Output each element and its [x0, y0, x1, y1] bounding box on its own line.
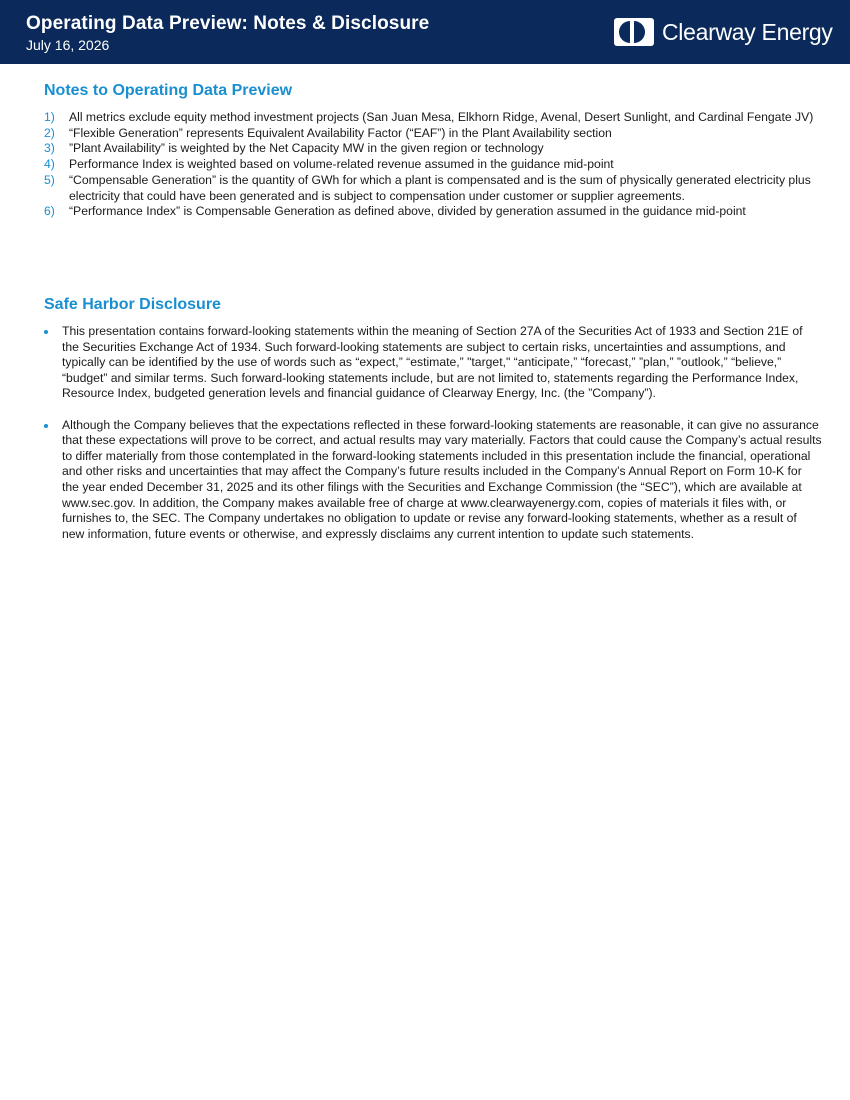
note-number: 4) [44, 157, 55, 172]
safe-harbor-section-title: Safe Harbor Disclosure [44, 296, 221, 313]
note-number: 3) [44, 141, 55, 156]
note-number: 2) [44, 125, 55, 140]
page-date: July 16, 2026 [26, 37, 110, 53]
note-text: “Flexible Generation” represents Equivalent Availability Factor (“EAF”) in the Plant Availability section [69, 125, 612, 140]
note-text: “Compensable Generation” is the quantity of GWh for which a plant is compensated and is the sum of physically generated electricity plus electricity that could have been generated and is subject to compensation under customer or supplier agreements. [69, 172, 811, 203]
logo-text: Clearway Energy [662, 19, 833, 45]
bullet-dot-icon [44, 330, 48, 334]
clearway-logo-icon [614, 18, 654, 46]
safe-harbor-bullet [44, 418, 822, 543]
bullet-text: Although the Company believes that the expectations reflected in these forward-looking statements are reasonable, it can give no assurance that these expectations will prove to be correct, and actual results may vary materially. Factors that could cause the Company’s actual results to differ materially from those contemplated in the forward-looking statements included in this presentation include the financial, operational and other risks and uncertainties that may affect the Company’s future results included in the Company’s Annual Report on Form 10-K for the year ended December 31, 2025 and its other filings with the Securities and Exchange Commission (the “SEC”), which are available at www.sec.gov. In addition, the Company makes available free of charge at www.clearwayenergy.com, copies of materials it files with, or furnishes to, the SEC. The Company undertakes no obligation to update or revise any forward-looking statements, whether as a result of new information, future events or otherwise, and expressly disclaims any current intention to update such statements. [62, 417, 822, 541]
note-text: ”Plant Availability” is weighted by the Net Capacity MW in the given region or technology [69, 141, 544, 156]
notes-list [44, 110, 824, 220]
note-text: Performance Index is weighted based on volume-related revenue assumed in the guidance mid-point [69, 157, 614, 172]
note-number: 1) [44, 110, 55, 124]
page-title: Operating Data Preview: Notes & Disclosure [26, 13, 430, 34]
note-item [44, 173, 824, 204]
note-number: 6) [44, 204, 55, 219]
note-item [44, 110, 824, 126]
notes-section-title: Notes to Operating Data Preview [44, 82, 293, 99]
bullet-dot-icon [44, 424, 48, 428]
bullet-text: This presentation contains forward-looking statements within the meaning of Section 27A of the Securities Act of 1933 and Section 21E of the Securities Exchange Act of 1934. Such forward-looking statements are subject to certain risks, uncertainties and assumptions, and typically can be identified by the use of words such as “expect,” “estimate,” "target," “anticipate,” “forecast,” ”plan,” ”outlook,” “believe,” “budget” and similar terms. Such forward-looking statements include, but are not limited to, statements regarding the Performance Index, Resource Index, budgeted generation levels and financial guidance of Clearway Energy, Inc. (the ”Company”). [62, 324, 803, 401]
note-text: “Performance Index” is Compensable Generation as defined above, divided by generation assumed in the guidance mid-point [69, 204, 746, 219]
note-item [44, 141, 824, 157]
note-text: All metrics exclude equity method investment projects (San Juan Mesa, Elkhorn Ridge, Avenal, Desert Sunlight, and Cardinal Fengate JV) [69, 110, 814, 124]
safe-harbor-bullet [44, 324, 822, 402]
note-item [44, 126, 824, 142]
header-bar [0, 0, 850, 64]
safe-harbor-list [44, 324, 822, 558]
company-logo [614, 17, 833, 47]
note-item [44, 157, 824, 173]
note-item [44, 204, 824, 220]
note-number: 5) [44, 172, 55, 187]
